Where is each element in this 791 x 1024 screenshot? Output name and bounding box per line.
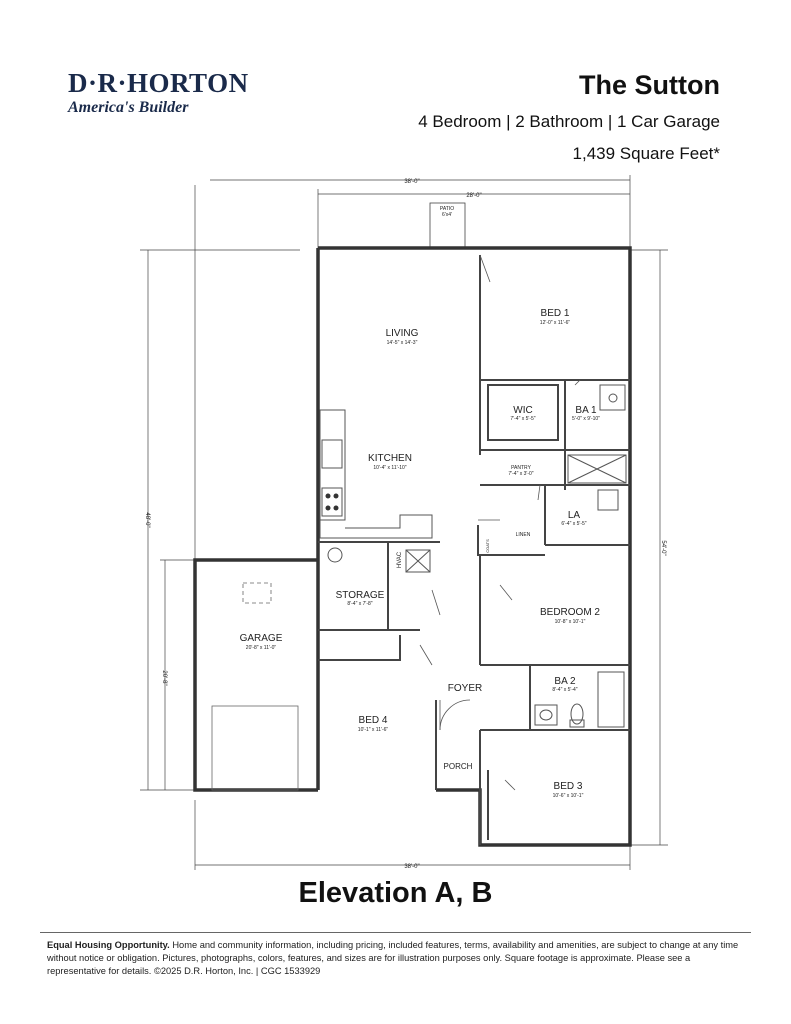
wic-label: WIC xyxy=(513,405,533,416)
interior-walls xyxy=(318,255,630,845)
pantry-size: 7'-4" x 3'-0" xyxy=(508,471,534,477)
plan-subtitle: 4 Bedroom | 2 Bathroom | 1 Car Garage xyxy=(418,112,720,131)
kitchen-label: KITCHEN xyxy=(368,453,412,464)
dim-left-overall: 48'-0" xyxy=(144,512,150,528)
garage-label: GARAGE xyxy=(239,633,283,644)
patio-size: 6'x4' xyxy=(442,212,452,218)
ba2-label: BA 2 xyxy=(554,676,576,687)
pantry-label: PANTRY xyxy=(511,465,531,471)
ba2-size: 8'-4" x 5'-4" xyxy=(552,687,578,693)
storage-label: STORAGE xyxy=(335,590,385,601)
footer-divider xyxy=(40,932,751,933)
dim-top-overall: 38'-0" xyxy=(404,179,420,185)
bed3-size: 10'-6" x 10'-1" xyxy=(552,793,584,799)
garage-door xyxy=(212,706,298,790)
wic-size: 7'-4" x 5'-5" xyxy=(510,416,536,422)
dim-left-garage: 20'-8" xyxy=(161,670,167,686)
footer-lead: Equal Housing Opportunity. xyxy=(47,940,170,950)
la-label: LA xyxy=(567,510,581,521)
coats-label: COATS xyxy=(485,539,490,553)
ba1-size: 5'-0" x 9'-10" xyxy=(572,416,600,422)
foyer-label: FOYER xyxy=(447,683,483,694)
footer-text: Home and community information, including pricing, included features, terms, availability and amenities, are subject to change at any time without notice or obligation. Pictures, photographs, colors, features, and sizes are for illustration purposes only. Square footage is approximate. Please see a representative for details. ©2025 D.R. Horton, Inc. | CGC 1533929 xyxy=(47,940,739,976)
kitchen-counters xyxy=(320,410,432,538)
brand-tagline: America's Builder xyxy=(68,99,189,116)
plan-title: The Sutton xyxy=(579,70,720,100)
la-size: 6'-4" x 5'-5" xyxy=(561,521,587,527)
patio-label: PATIO xyxy=(439,206,455,212)
porch-label: PORCH xyxy=(443,762,473,771)
elevation-title: Elevation A, B xyxy=(298,877,493,909)
storage-size: 8'-4" x 7'-8" xyxy=(347,601,373,607)
footer-disclaimer xyxy=(47,939,747,978)
stove-burners xyxy=(326,494,339,511)
dimension-lines xyxy=(140,175,668,870)
garage-attic-hatch xyxy=(243,583,271,603)
bed1-label: BED 1 xyxy=(540,308,570,319)
door-swings xyxy=(420,255,580,790)
garage-size: 20'-8" x 11'-0" xyxy=(245,645,277,651)
hvac-label: HVAC xyxy=(397,551,403,569)
kitchen-size: 10'-4" x 11'-10" xyxy=(373,465,407,471)
plan-square-feet: 1,439 Square Feet* xyxy=(572,144,720,163)
bedroom2-label: BEDROOM 2 xyxy=(539,607,601,618)
linen-label: LINEN xyxy=(515,532,531,538)
dim-bottom: 38'-0" xyxy=(404,864,420,870)
bed3-label: BED 3 xyxy=(553,781,583,792)
dim-right-overall: 54'-0" xyxy=(660,540,666,556)
bed1-size: 12'-0" x 11'-6" xyxy=(539,320,571,326)
bed4-size: 10'-1" x 11'-6" xyxy=(357,727,389,733)
dim-top-inner: 28'-0" xyxy=(466,193,482,199)
bedroom2-size: 10'-8" x 10'-1" xyxy=(554,619,586,625)
brand-name: D·R·HORTON xyxy=(68,68,249,98)
bed4-label: BED 4 xyxy=(358,715,388,726)
ba1-label: BA 1 xyxy=(575,405,597,416)
living-size: 14'-5" x 14'-3" xyxy=(386,340,418,346)
living-label: LIVING xyxy=(385,328,419,339)
